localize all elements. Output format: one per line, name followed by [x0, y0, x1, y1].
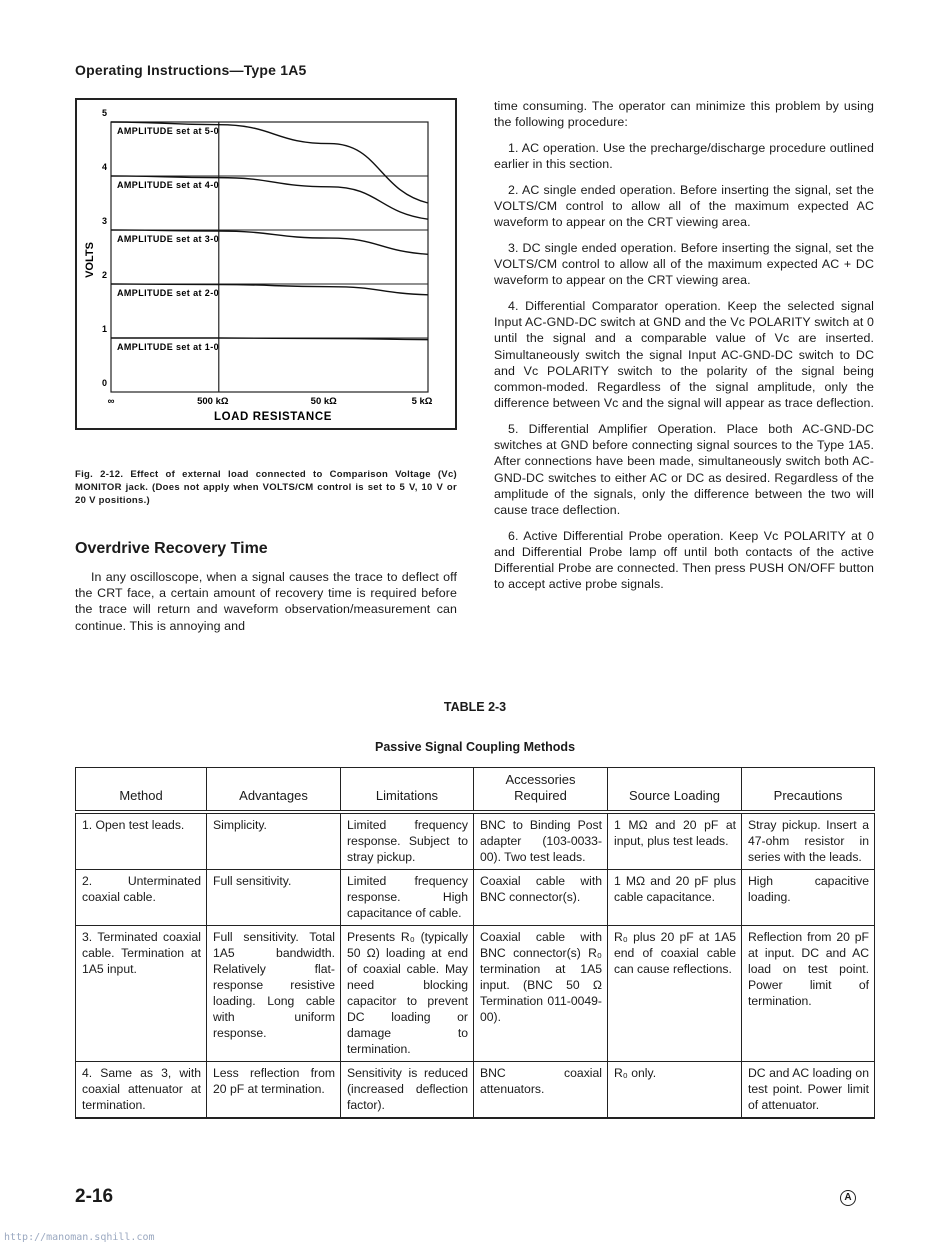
table-cell: Less reflection from 20 pF at termination.: [207, 1062, 341, 1119]
figure-caption: Fig. 2-12. Effect of external load connected to Comparison Voltage (Vc) MONITOR jack. (Does not apply when VOLTS/CM control is set to 5 V, 10 V or 20 V positions.): [75, 469, 457, 506]
procedure-step-5: 5. Differential Amplifier Operation. Place both AC-GND-DC switches at GND before connecting signal sources to the Type 1A5. After connections have been made, simultaneously switch both AC-GND-DC switches to either AC or DC as desired. Regardless of the amplitude of the signals, only the difference between the two will cause trace deflection.: [494, 421, 874, 517]
table-row: [76, 812, 875, 870]
y-tick-label: 2: [101, 270, 107, 280]
table-cell: High capacitive loading.: [742, 870, 875, 926]
page-number: 2-16: [75, 1186, 114, 1207]
procedure-step-3: 3. DC single ended operation. Before inserting the signal, set the VOLTS/CM control to allow all of the maximum expected AC + DC waveform to appear on the CRT viewing area.: [494, 240, 874, 288]
table-cell: 4. Same as 3, with coaxial attenuator at termination.: [76, 1062, 207, 1119]
table-cell: 1 MΩ and 20 pF plus cable capacitance.: [608, 870, 742, 926]
header-limitations: Limitations: [341, 768, 474, 813]
table-cell: Limited frequency response. Subject to stray pickup.: [341, 812, 474, 870]
curve-label: AMPLITUDE set at 1-0: [117, 342, 220, 352]
table-row: [76, 926, 875, 1062]
header-accessories: Accessories Required: [474, 768, 608, 813]
table-row: [76, 1062, 875, 1119]
table-cell: Limited frequency response. High capacitance of cable.: [341, 870, 474, 926]
procedure-intro: time consuming. The operator can minimize this problem by using the following procedure:: [494, 99, 874, 130]
curve-label: AMPLITUDE set at 4-0: [117, 180, 220, 190]
source-url[interactable]: http://manoman.sqhill.com: [4, 1232, 155, 1243]
load-resistance-chart: [77, 100, 455, 428]
table-cell: Sensitivity is reduced (increased deflection factor).: [341, 1062, 474, 1119]
y-tick-label: 4: [101, 162, 107, 172]
table-row: [76, 870, 875, 926]
y-tick-label: 3: [101, 216, 107, 226]
section-title: Overdrive Recovery Time: [75, 540, 268, 557]
x-tick-label: 500 kΩ: [197, 396, 229, 407]
header-source-loading: Source Loading: [608, 768, 742, 813]
table-number: TABLE 2-3: [443, 700, 507, 714]
table-cell: Reflection from 20 pF at input. DC and AC load on test point. Power limit of termination.: [742, 926, 875, 1062]
y-tick-label: 0: [101, 378, 107, 388]
table-title: Passive Signal Coupling Methods: [374, 740, 576, 754]
header-method: Method: [76, 768, 207, 813]
y-tick-label: 5: [101, 108, 107, 118]
procedure-step-6: 6. Active Differential Probe operation. Keep Vc POLARITY at 0 and Differential Probe lamp off until both contacts of the active Differential Probe are connected. Then press PUSH ON/OFF button to accept active probe signals.: [494, 528, 874, 592]
table-cell: 3. Terminated coaxial cable. Termination at 1A5 input.: [76, 926, 207, 1062]
table-cell: Stray pickup. Insert a 47-ohm resistor in series with the leads.: [742, 812, 875, 870]
procedure-step-2: 2. AC single ended operation. Before inserting the signal, set the VOLTS/CM control to allow all of the maximum expected AC waveform to appear on the CRT viewing area.: [494, 182, 874, 230]
procedure-column: [494, 98, 874, 602]
table-header-row: [76, 768, 875, 813]
x-tick-label: 50 kΩ: [310, 396, 337, 407]
curve-label: AMPLITUDE set at 2-0: [117, 288, 220, 298]
table-cell: Presents R₀ (typically 50 Ω) loading at end of coaxial cable. May need blocking capacitor to prevent DC loading or damage to termination.: [341, 926, 474, 1062]
table-cell: R₀ only.: [608, 1062, 742, 1119]
table-cell: BNC to Binding Post adapter (103-0033-00). Two test leads.: [474, 812, 608, 870]
x-tick-label: 5 kΩ: [411, 396, 433, 407]
x-axis-title: LOAD RESISTANCE: [213, 411, 333, 423]
procedure-step-1: 1. AC operation. Use the precharge/discharge procedure outlined earlier in this section.: [494, 140, 874, 172]
table-cell: Coaxial cable with BNC connector(s) R₀ termination at 1A5 input. (BNC 50 Ω Termination 011-0049-00).: [474, 926, 608, 1062]
curve-label: AMPLITUDE set at 5-0: [117, 126, 220, 136]
x-tick-label: ∞: [107, 396, 115, 407]
page-header: Operating Instructions—Type 1A5: [75, 62, 307, 78]
y-tick-label: 1: [101, 324, 107, 334]
table-cell: 1 MΩ and 20 pF at input, plus test leads.: [608, 812, 742, 870]
table-cell: Full sensitivity. Total 1A5 bandwidth. Relatively flat-response resistive loading. Long cable with uniform response.: [207, 926, 341, 1062]
section-paragraph: In any oscilloscope, when a signal causes the trace to deflect off the CRT face, a certain amount of recovery time is required before the trace will return and waveform observation/measurement can continue. This is annoying and: [75, 570, 457, 633]
table-cell: Simplicity.: [207, 812, 341, 870]
curve-label: AMPLITUDE set at 3-0: [117, 234, 220, 244]
coupling-table: [75, 767, 875, 1119]
y-axis-label: VOLTS: [84, 242, 96, 278]
table-cell: Coaxial cable with BNC connector(s).: [474, 870, 608, 926]
header-advantages: Advantages: [207, 768, 341, 813]
table-cell: BNC coaxial attenuators.: [474, 1062, 608, 1119]
header-precautions: Precautions: [742, 768, 875, 813]
table-cell: 2. Unterminated coaxial cable.: [76, 870, 207, 926]
tektronix-logo-icon: A: [840, 1190, 856, 1206]
table-cell: 1. Open test leads.: [76, 812, 207, 870]
table-cell: Full sensitivity.: [207, 870, 341, 926]
procedure-step-4: 4. Differential Comparator operation. Keep the selected signal Input AC-GND-DC switch at GND and the Vc POLARITY switch at 0 until the signal and a comparable value of Vc are inserted. Simultaneously switch the signal Input AC-GND-DC switch to DC and Vc POLARITY switch to the polarity of the signal being common-moded. Regardless of the signal amplitude, only the difference between Vc and the signal will appear as trace deflection.: [494, 299, 874, 411]
table-cell: DC and AC loading on test point. Power limit of attenuator.: [742, 1062, 875, 1119]
table-cell: R₀ plus 20 pF at 1A5 end of coaxial cable can cause reflections.: [608, 926, 742, 1062]
figure-box: [75, 98, 457, 430]
